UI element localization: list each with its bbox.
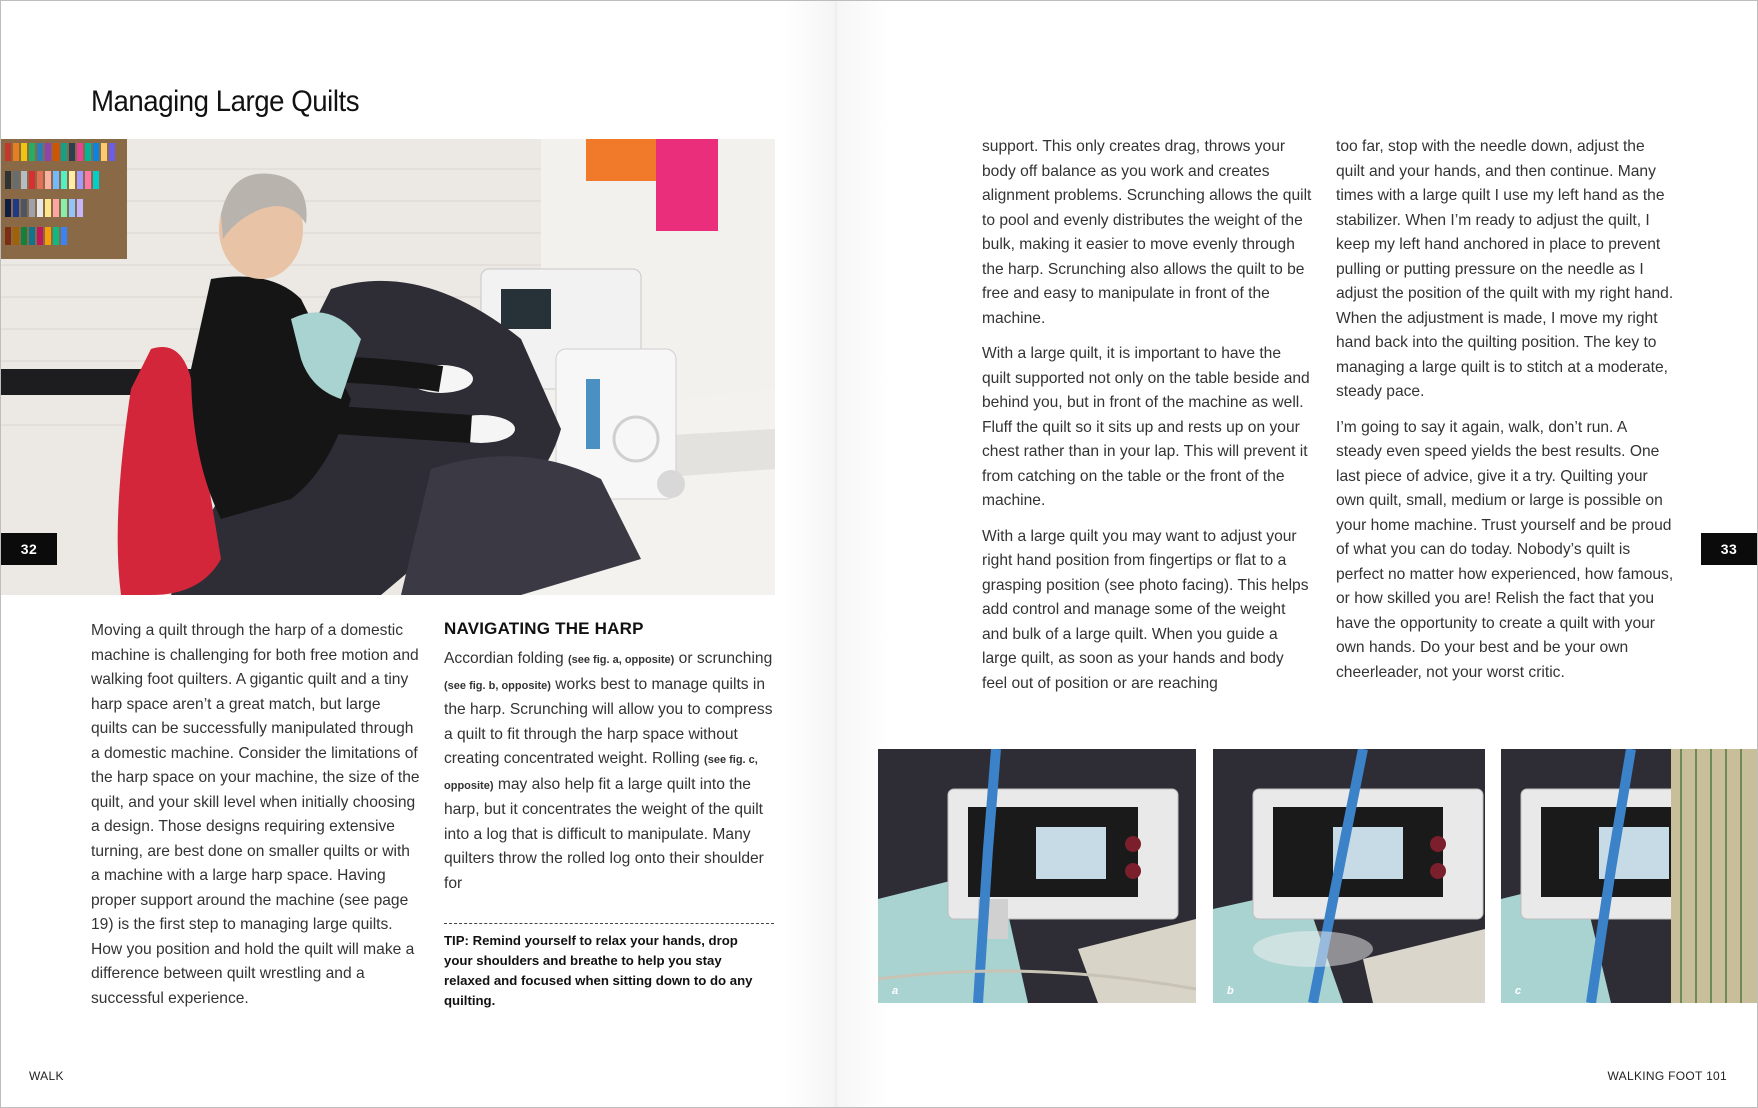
right-col1-paragraph-3: With a large quilt you may want to adjust your right hand position from fingertips or flat to a grasping position (see photo facing). This helps add control and manage some of the weight and bulk of a large quilt. When you guide a large quilt, as soon as your hands and body feel out of position or are reaching [982, 527, 1309, 692]
woman-quilting-photo-icon [1, 139, 775, 595]
accordion-fold-photo-icon [878, 749, 1196, 1003]
gutter-shadow [781, 1, 891, 1108]
right-col1-paragraph-2: With a large quilt, it is important to have the quilt supported not only on the table beside and behind you, but in front of the machine as well. Fluff the quilt so it sits up and rests up on your chest rather than in your lap. This will prevent it from catching on the table or the front of the machine. [982, 345, 1310, 509]
left-footer: WALK [29, 1069, 64, 1083]
fig-b-reference: (see fig. b, opposite) [444, 679, 551, 692]
intro-column [91, 619, 421, 1022]
figure-c-label: c [1515, 985, 1522, 997]
right-footer: WALKING FOOT 101 [1607, 1069, 1727, 1083]
fig-c-reference: (see fig. c, opposite) [444, 754, 758, 792]
intro-paragraph: Moving a quilt through the harp of a domestic machine is challenging for both free motion and walking foot quilters. A gigantic quilt and a tiny harp space aren’t a great match, but large quilts can be successfully manipulated through a domestic machine. Consider the limitations of the harp space on your machine, the size of the quilt, and your skill level when initially choosing a design. Those designs requiring extensive turning, are best done on smaller quilts or with a machine with a large harp space. Having proper support around the machine (see page 19) is the first step to managing large quilts. How you position and hold the quilt will make a difference between quilt wrestling and a successful experience. [91, 622, 420, 1007]
left-page-number: 32 [1, 533, 57, 565]
figure-c [1501, 749, 1758, 1003]
harp-paragraph [444, 647, 774, 896]
figure-b [1213, 749, 1485, 1003]
figure-b-label: b [1227, 985, 1234, 997]
right-column-1 [982, 135, 1312, 707]
scrunch-photo-icon [1213, 749, 1485, 1003]
right-col1-paragraph-1: support. This only creates drag, throws your body off balance as you work and creates alignment problems. Scrunching allows the quilt to pool and evenly distributes the weight of the bulk, making it easier to move evenly through the harp. Scrunching also allows the quilt to be free and easy to manipulate in front of the machine. [982, 138, 1312, 327]
right-col2-paragraph-2: I’m going to say it again, walk, don’t run. A steady even speed yields the best results. One last piece of advice, give it a try. Quilting your own quilt, small, medium or large is possible on your home machine. Trust yourself and be proud of what you can do today. Nobody’s quilt is perfect no matter how experienced, how famous, or how skilled you are! Relish the fact that you have the opportunity to create a quilt with your own hands. Do your best and be your own cheerleader, not your worst critic. [1336, 418, 1674, 681]
fig-a-reference: (see fig. a, opposite) [567, 654, 675, 666]
roll-photo-icon [1501, 749, 1758, 1003]
section-heading: NAVIGATING THE HARP [444, 619, 644, 638]
figure-a [878, 749, 1196, 1003]
right-col2-paragraph-1: too far, stop with the needle down, adjust the quilt and your hands, and then continue. Many times with a large quilt I use my left hand as the stabilizer. When I’m ready to adjust the quilt, I keep my left hand anchored in place to prevent pulling or putting pressure on the needle as I adjust the position of the quilt with my right hand. When the adjustment is made, I move my right hand back into the quilting position. The key to managing a large quilt is to stitch at a moderate, steady pace. [1336, 138, 1674, 400]
page-title: Managing Large Quilts [91, 85, 360, 118]
tip-divider [444, 923, 774, 924]
harp-text-3: works best to manage quilts in the harp. Scrunching will allow you to compress a quilt to fit through the harp space without creating concentrated weight. Rolling [444, 675, 773, 767]
harp-text-4: may also help fit a large quilt into the harp, but it concentrates the weight of the quilt into a log that is difficult to manipulate. Many quilters throw the rolled log onto their shoulder for [444, 775, 764, 892]
harp-text-1: Accordian folding [444, 650, 568, 667]
main-photo [1, 139, 775, 595]
tip-box: TIP: Remind yourself to relax your hands, drop your shoulders and breathe to help you stay relaxed and focused when sitting down to do any quilting. [444, 933, 753, 1008]
harp-column [444, 647, 774, 907]
right-column-2 [1336, 135, 1676, 696]
figure-a-label: a [892, 985, 899, 997]
harp-text-2: or scrunching [674, 650, 773, 667]
right-page-number: 33 [1701, 533, 1757, 565]
